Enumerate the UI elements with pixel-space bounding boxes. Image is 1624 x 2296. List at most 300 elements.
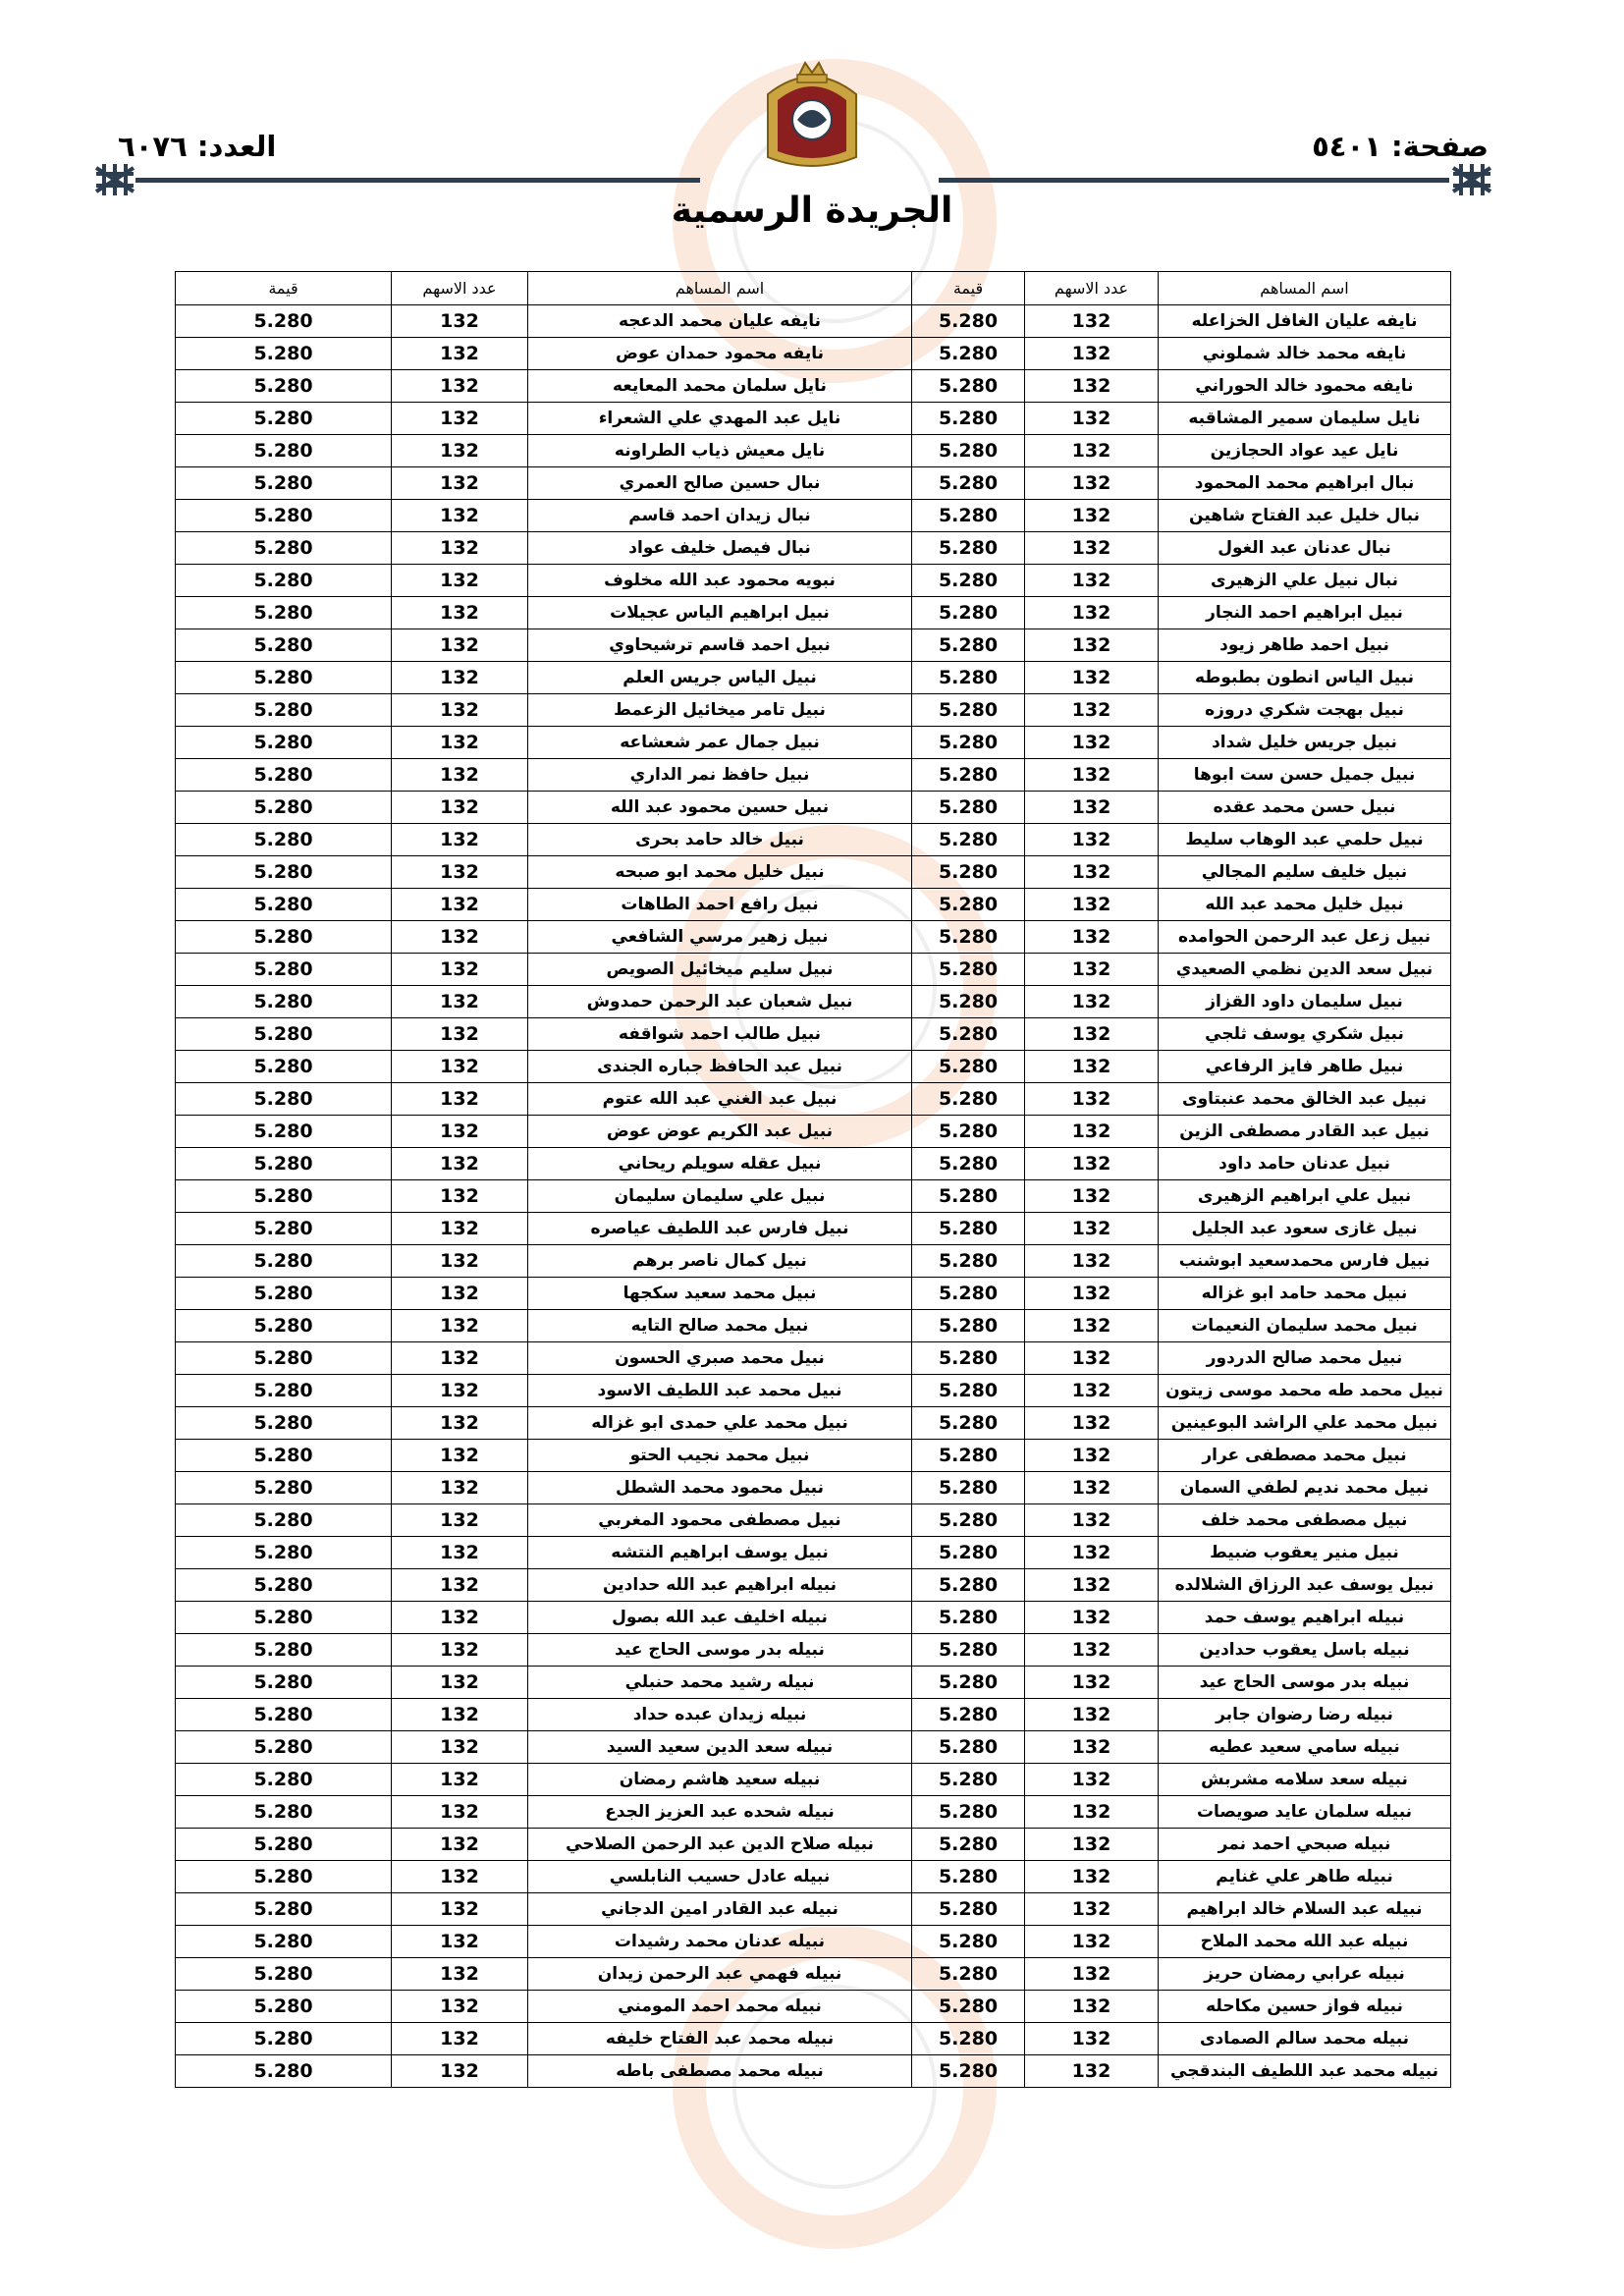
shareholder-name: نبيله عبد السلام خالد ابراهيم	[1159, 1893, 1451, 1926]
share-value: 5.280	[912, 1051, 1025, 1083]
share-count: 132	[1025, 565, 1159, 597]
share-count: 132	[392, 1472, 528, 1504]
shareholder-name: نبيل يوسف ابراهيم النتشه	[528, 1537, 912, 1569]
jordan-coat-of-arms-icon	[760, 55, 864, 169]
share-value: 5.280	[912, 856, 1025, 889]
share-count: 132	[1025, 856, 1159, 889]
share-count: 132	[1025, 1893, 1159, 1926]
share-value: 5.280	[176, 954, 392, 986]
table-row	[176, 954, 1451, 986]
share-count: 132	[1025, 1018, 1159, 1051]
share-value: 5.280	[912, 1764, 1025, 1796]
table-row	[176, 889, 1451, 921]
table-row	[176, 532, 1451, 565]
share-value: 5.280	[912, 1667, 1025, 1699]
share-value: 5.280	[176, 856, 392, 889]
shareholder-name: نبيل عقله سويلم ريحاني	[528, 1148, 912, 1180]
share-count: 132	[1025, 662, 1159, 694]
shareholder-name: نبيله محمد مصطفى باطه	[528, 2055, 912, 2088]
share-value: 5.280	[912, 1278, 1025, 1310]
share-count: 132	[392, 1829, 528, 1861]
share-count: 132	[1025, 986, 1159, 1018]
share-count: 132	[392, 1731, 528, 1764]
shareholder-name: نايل عيد عواد الحجازين	[1159, 435, 1451, 467]
table-row	[176, 1213, 1451, 1245]
share-value: 5.280	[912, 1699, 1025, 1731]
table-row	[176, 370, 1451, 403]
share-value: 5.280	[912, 1634, 1025, 1667]
share-value: 5.280	[176, 338, 392, 370]
shareholder-name: نبيل منير يعقوب ضبيط	[1159, 1537, 1451, 1569]
share-count: 132	[392, 1926, 528, 1958]
share-value: 5.280	[176, 597, 392, 629]
shareholder-name: نبيله شحده عبد العزيز الجدع	[528, 1796, 912, 1829]
share-value: 5.280	[912, 1213, 1025, 1245]
share-count: 132	[1025, 403, 1159, 435]
table-row	[176, 1051, 1451, 1083]
share-value: 5.280	[912, 1569, 1025, 1602]
share-count: 132	[392, 1083, 528, 1116]
table-row	[176, 338, 1451, 370]
share-value: 5.280	[176, 1310, 392, 1342]
share-count: 132	[1025, 1472, 1159, 1504]
share-count: 132	[392, 1180, 528, 1213]
share-count: 132	[1025, 792, 1159, 824]
share-count: 132	[392, 1764, 528, 1796]
shareholder-name: نايل عبد المهدي علي الشعراء	[528, 403, 912, 435]
share-count: 132	[1025, 694, 1159, 727]
shareholder-name: نبيل فارس محمدسعيد ابوشنب	[1159, 1245, 1451, 1278]
table-row	[176, 1440, 1451, 1472]
share-value: 5.280	[176, 1342, 392, 1375]
share-count: 132	[392, 792, 528, 824]
share-value: 5.280	[912, 467, 1025, 500]
share-count: 132	[392, 1148, 528, 1180]
shareholder-name: نبيل محمد حامد ابو غزاله	[1159, 1278, 1451, 1310]
shareholder-name: نبيل عبد الحافظ جباره الجندى	[528, 1051, 912, 1083]
share-value: 5.280	[176, 532, 392, 565]
share-value: 5.280	[912, 1116, 1025, 1148]
shareholder-name: نبيله محمد احمد المومني	[528, 1991, 912, 2023]
table-row	[176, 1342, 1451, 1375]
column-header: اسم المساهم	[528, 272, 912, 305]
shareholder-name: نبيل مصطفى محمود المغربي	[528, 1504, 912, 1537]
shareholder-name: نبيل طاهر فايز الرفاعي	[1159, 1051, 1451, 1083]
shareholder-name: نبيل زهير مرسي الشافعي	[528, 921, 912, 954]
share-count: 132	[392, 532, 528, 565]
shareholder-name: نبيل محمد نديم لطفي السمان	[1159, 1472, 1451, 1504]
gazette-title: الجريدة الرسمية	[671, 191, 953, 231]
table-row	[176, 1472, 1451, 1504]
share-value: 5.280	[176, 565, 392, 597]
share-value: 5.280	[176, 1472, 392, 1504]
shareholder-name: نبيل بهجت شكري دروزه	[1159, 694, 1451, 727]
share-value: 5.280	[176, 2023, 392, 2055]
table-row	[176, 1926, 1451, 1958]
share-count: 132	[392, 435, 528, 467]
share-count: 132	[1025, 467, 1159, 500]
shareholder-name: نبيل الياس جريس العلم	[528, 662, 912, 694]
share-count: 132	[1025, 1602, 1159, 1634]
share-count: 132	[392, 1537, 528, 1569]
issue-number: العدد: ٦٠٧٦	[118, 130, 277, 163]
share-count: 132	[392, 727, 528, 759]
share-value: 5.280	[912, 629, 1025, 662]
share-value: 5.280	[912, 1829, 1025, 1861]
table-row	[176, 1148, 1451, 1180]
table-row	[176, 1796, 1451, 1829]
table-row	[176, 1569, 1451, 1602]
shareholder-name: نبيل شعبان عبد الرحمن حمدوش	[528, 986, 912, 1018]
share-count: 132	[1025, 532, 1159, 565]
share-value: 5.280	[912, 889, 1025, 921]
share-count: 132	[1025, 1926, 1159, 1958]
shareholder-name: نايفه عليان الغافل الخزاعله	[1159, 305, 1451, 338]
share-count: 132	[1025, 889, 1159, 921]
share-count: 132	[392, 889, 528, 921]
shareholder-name: نبيل مصطفى محمد خلف	[1159, 1504, 1451, 1537]
share-count: 132	[392, 856, 528, 889]
shareholder-name: نبال خليل عبد الفتاح شاهين	[1159, 500, 1451, 532]
table-row	[176, 824, 1451, 856]
share-count: 132	[1025, 1569, 1159, 1602]
shareholder-name: نبيله عادل حسيب النابلسي	[528, 1861, 912, 1893]
shareholder-name: نبيل محمد علي الراشد البوعينين	[1159, 1407, 1451, 1440]
share-count: 132	[392, 1504, 528, 1537]
share-count: 132	[392, 662, 528, 694]
table-row	[176, 1731, 1451, 1764]
table-row	[176, 759, 1451, 792]
shareholder-name: نبيل فارس عبد اللطيف عياصره	[528, 1213, 912, 1245]
share-value: 5.280	[912, 435, 1025, 467]
share-value: 5.280	[176, 1731, 392, 1764]
share-count: 132	[392, 954, 528, 986]
share-value: 5.280	[912, 1958, 1025, 1991]
share-value: 5.280	[176, 1958, 392, 1991]
shareholder-name: نبيله بدر موسى الحاج عيد	[528, 1634, 912, 1667]
share-value: 5.280	[912, 1440, 1025, 1472]
share-value: 5.280	[176, 1602, 392, 1634]
share-count: 132	[1025, 500, 1159, 532]
table-row	[176, 1083, 1451, 1116]
table-row	[176, 1310, 1451, 1342]
share-count: 132	[392, 370, 528, 403]
shareholder-name: نبيل شكري يوسف ثلجي	[1159, 1018, 1451, 1051]
table-row	[176, 403, 1451, 435]
table-row	[176, 1504, 1451, 1537]
share-value: 5.280	[912, 1731, 1025, 1764]
share-value: 5.280	[912, 1861, 1025, 1893]
shareholder-name: نبيله محمد عبد الفتاح خليفه	[528, 2023, 912, 2055]
share-value: 5.280	[912, 403, 1025, 435]
share-count: 132	[1025, 1440, 1159, 1472]
share-count: 132	[392, 467, 528, 500]
shareholder-name: نبيله عبد الله محمد الملاح	[1159, 1926, 1451, 1958]
shareholder-name: نبيله فواز حسين مكاحله	[1159, 1991, 1451, 2023]
share-count: 132	[1025, 1407, 1159, 1440]
share-count: 132	[392, 986, 528, 1018]
share-value: 5.280	[912, 2055, 1025, 2088]
share-value: 5.280	[912, 305, 1025, 338]
table-row	[176, 1602, 1451, 1634]
share-value: 5.280	[912, 1245, 1025, 1278]
share-value: 5.280	[176, 1861, 392, 1893]
share-value: 5.280	[176, 662, 392, 694]
shareholder-name: نبال زيدان احمد قاسم	[528, 500, 912, 532]
shareholder-name: نبيل عبد الغني عبد الله عتوم	[528, 1083, 912, 1116]
share-count: 132	[1025, 727, 1159, 759]
shareholder-name: نبيل سعد الدين نظمي الصعيدي	[1159, 954, 1451, 986]
table-row	[176, 1245, 1451, 1278]
table-row	[176, 792, 1451, 824]
shareholder-name: نبيله سعد سلامه مشربش	[1159, 1764, 1451, 1796]
share-count: 132	[392, 597, 528, 629]
table-row	[176, 1829, 1451, 1861]
shareholder-name: نبال نبيل علي الزهيرى	[1159, 565, 1451, 597]
share-value: 5.280	[912, 1796, 1025, 1829]
share-value: 5.280	[176, 1634, 392, 1667]
share-count: 132	[1025, 1796, 1159, 1829]
shareholder-name: نبيل عبد القادر مصطفى الزين	[1159, 1116, 1451, 1148]
share-count: 132	[1025, 1829, 1159, 1861]
share-count: 132	[1025, 435, 1159, 467]
shareholder-name: نبيل حلمي عبد الوهاب سليط	[1159, 824, 1451, 856]
share-value: 5.280	[912, 1083, 1025, 1116]
share-count: 132	[1025, 1375, 1159, 1407]
table-row	[176, 1634, 1451, 1667]
column-header: قيمة	[912, 272, 1025, 305]
share-value: 5.280	[176, 792, 392, 824]
share-value: 5.280	[176, 403, 392, 435]
share-count: 132	[1025, 629, 1159, 662]
share-count: 132	[1025, 2055, 1159, 2088]
shareholder-name: نبيل محمد مصطفى عرار	[1159, 1440, 1451, 1472]
shareholder-name: نبيله صلاح الدين عبد الرحمن الصلاحي	[528, 1829, 912, 1861]
table-row	[176, 597, 1451, 629]
column-header: اسم المساهم	[1159, 272, 1451, 305]
share-value: 5.280	[176, 727, 392, 759]
shareholder-name: نبيل محمد سليمان النعيمات	[1159, 1310, 1451, 1342]
share-value: 5.280	[176, 1083, 392, 1116]
share-count: 132	[392, 305, 528, 338]
table-row	[176, 565, 1451, 597]
share-count: 132	[1025, 305, 1159, 338]
share-value: 5.280	[176, 1051, 392, 1083]
shareholder-name: نبيل محمود محمد الشطل	[528, 1472, 912, 1504]
share-value: 5.280	[176, 1667, 392, 1699]
table-row	[176, 2055, 1451, 2088]
table-row	[176, 467, 1451, 500]
shareholder-name: نبيل علي ابراهيم الزهيرى	[1159, 1180, 1451, 1213]
share-value: 5.280	[176, 467, 392, 500]
share-value: 5.280	[912, 1991, 1025, 2023]
share-count: 132	[1025, 954, 1159, 986]
share-count: 132	[1025, 1278, 1159, 1310]
share-value: 5.280	[912, 1926, 1025, 1958]
share-value: 5.280	[176, 629, 392, 662]
share-value: 5.280	[176, 370, 392, 403]
table-row	[176, 2023, 1451, 2055]
shareholder-name: نبيل حسن محمد عقده	[1159, 792, 1451, 824]
table-row	[176, 1180, 1451, 1213]
share-count: 132	[392, 1569, 528, 1602]
table-row	[176, 1407, 1451, 1440]
share-value: 5.280	[176, 1278, 392, 1310]
share-count: 132	[1025, 1958, 1159, 1991]
shareholder-name: نبيله ابراهيم عبد الله حدادين	[528, 1569, 912, 1602]
page-header	[0, 0, 1624, 250]
share-count: 132	[1025, 1634, 1159, 1667]
share-count: 132	[392, 1602, 528, 1634]
share-count: 132	[392, 1699, 528, 1731]
table-row	[176, 1699, 1451, 1731]
share-value: 5.280	[912, 824, 1025, 856]
share-count: 132	[392, 1861, 528, 1893]
share-value: 5.280	[176, 1537, 392, 1569]
shareholder-name: نبال ابراهيم محمد المحمود	[1159, 467, 1451, 500]
share-count: 132	[1025, 597, 1159, 629]
shareholder-name: نبيل غازى سعود عبد الجليل	[1159, 1213, 1451, 1245]
shareholder-name: نبيل محمد صالح الدردور	[1159, 1342, 1451, 1375]
share-value: 5.280	[912, 1148, 1025, 1180]
share-count: 132	[1025, 1991, 1159, 2023]
shareholder-name: نبيل محمد عبد اللطيف الاسود	[528, 1375, 912, 1407]
share-value: 5.280	[176, 759, 392, 792]
share-count: 132	[1025, 1051, 1159, 1083]
share-value: 5.280	[912, 532, 1025, 565]
share-value: 5.280	[176, 435, 392, 467]
share-value: 5.280	[912, 500, 1025, 532]
shareholder-name: نبيل الياس انطون بطبوطه	[1159, 662, 1451, 694]
table-row	[176, 1375, 1451, 1407]
shareholder-name: نبيل رافع احمد الطاهات	[528, 889, 912, 921]
shareholder-name: نبيله رضا رضوان جابر	[1159, 1699, 1451, 1731]
shareholder-name: نبيل سليم ميخائيل الصويص	[528, 954, 912, 986]
share-count: 132	[392, 500, 528, 532]
shareholder-name: نبيل خليل محمد ابو صبحه	[528, 856, 912, 889]
table-row	[176, 435, 1451, 467]
share-value: 5.280	[912, 1375, 1025, 1407]
table-row	[176, 1764, 1451, 1796]
shareholder-name: نبيل خالد حامد بحرى	[528, 824, 912, 856]
share-count: 132	[1025, 1667, 1159, 1699]
shareholder-name: نبيل خليل محمد عبد الله	[1159, 889, 1451, 921]
shareholder-name: نبيل علي سليمان سليمان	[528, 1180, 912, 1213]
table-row	[176, 662, 1451, 694]
share-value: 5.280	[912, 759, 1025, 792]
shareholder-name: نبيل تامر ميخائيل الزعمط	[528, 694, 912, 727]
share-value: 5.280	[912, 921, 1025, 954]
shareholder-name: نبيل عبد الخالق محمد عنبتاوى	[1159, 1083, 1451, 1116]
share-value: 5.280	[176, 1893, 392, 1926]
table-row	[176, 1991, 1451, 2023]
share-count: 132	[392, 1213, 528, 1245]
table-row	[176, 856, 1451, 889]
share-value: 5.280	[912, 2023, 1025, 2055]
share-value: 5.280	[176, 824, 392, 856]
share-count: 132	[1025, 1213, 1159, 1245]
share-count: 132	[1025, 1861, 1159, 1893]
share-value: 5.280	[912, 986, 1025, 1018]
share-value: 5.280	[176, 889, 392, 921]
share-value: 5.280	[176, 1569, 392, 1602]
shareholder-name: نبيل خليف سليم المجالي	[1159, 856, 1451, 889]
shareholder-name: نبيله رشيد محمد حنبلي	[528, 1667, 912, 1699]
shareholder-name: نبيله بدر موسى الحاج عيد	[1159, 1667, 1451, 1699]
shareholder-name: نايل سليمان سمير المشاقبه	[1159, 403, 1451, 435]
share-value: 5.280	[176, 921, 392, 954]
shareholder-name: نبويه محمود عبد الله مخلوف	[528, 565, 912, 597]
share-value: 5.280	[176, 1018, 392, 1051]
share-count: 132	[392, 1342, 528, 1375]
table-row	[176, 694, 1451, 727]
table-row	[176, 1958, 1451, 1991]
share-count: 132	[392, 2023, 528, 2055]
share-count: 132	[392, 1991, 528, 2023]
share-count: 132	[392, 1116, 528, 1148]
table-row	[176, 500, 1451, 532]
share-count: 132	[1025, 1764, 1159, 1796]
share-value: 5.280	[912, 1342, 1025, 1375]
table-row	[176, 1278, 1451, 1310]
share-value: 5.280	[912, 338, 1025, 370]
share-value: 5.280	[912, 1018, 1025, 1051]
share-count: 132	[392, 1278, 528, 1310]
shareholder-name: نبيل محمد طه محمد موسى زيتون	[1159, 1375, 1451, 1407]
shareholder-name: نايفه عليان محمد الدعجه	[528, 305, 912, 338]
share-count: 132	[1025, 338, 1159, 370]
shareholder-name: نبيل محمد صبري الحسون	[528, 1342, 912, 1375]
share-count: 132	[392, 1245, 528, 1278]
share-value: 5.280	[176, 1796, 392, 1829]
share-value: 5.280	[176, 1116, 392, 1148]
shareholder-name: نبيل محمد نجيب الحتو	[528, 1440, 912, 1472]
shareholder-name: نبيله ابراهيم يوسف حمد	[1159, 1602, 1451, 1634]
table-row	[176, 629, 1451, 662]
shareholder-name: نبيل محمد علي حمدى ابو غزاله	[528, 1407, 912, 1440]
share-count: 132	[392, 338, 528, 370]
share-count: 132	[392, 1018, 528, 1051]
share-count: 132	[392, 2055, 528, 2088]
shareholder-name: نبيله باسل يعقوب حدادين	[1159, 1634, 1451, 1667]
share-count: 132	[392, 1634, 528, 1667]
shareholder-name: نبيله سلمان عايد صويصات	[1159, 1796, 1451, 1829]
shareholder-name: نبيله طاهر علي غنايم	[1159, 1861, 1451, 1893]
shareholder-name: نبيله سعد الدين سعيد السيد	[528, 1731, 912, 1764]
share-value: 5.280	[912, 565, 1025, 597]
shareholder-name: نبيل حافظ نمر الداري	[528, 759, 912, 792]
table-row	[176, 727, 1451, 759]
share-value: 5.280	[176, 500, 392, 532]
table-header-row	[176, 272, 1451, 305]
shareholder-name: نبيله زيدان عبده حداد	[528, 1699, 912, 1731]
share-count: 132	[392, 824, 528, 856]
share-count: 132	[392, 1375, 528, 1407]
shareholder-name: نبيل محمد صالح التايه	[528, 1310, 912, 1342]
share-value: 5.280	[176, 305, 392, 338]
column-header: عدد الاسهم	[392, 272, 528, 305]
shareholder-name: نبيل جريس خليل شداد	[1159, 727, 1451, 759]
share-value: 5.280	[176, 1245, 392, 1278]
share-value: 5.280	[176, 1407, 392, 1440]
shareholder-name: نبال عدنان عبد الغول	[1159, 532, 1451, 565]
share-count: 132	[392, 1796, 528, 1829]
share-count: 132	[392, 1958, 528, 1991]
share-value: 5.280	[176, 1375, 392, 1407]
share-count: 132	[392, 1440, 528, 1472]
shareholder-name: نبيله عدنان محمد رشيدات	[528, 1926, 912, 1958]
share-value: 5.280	[912, 1537, 1025, 1569]
